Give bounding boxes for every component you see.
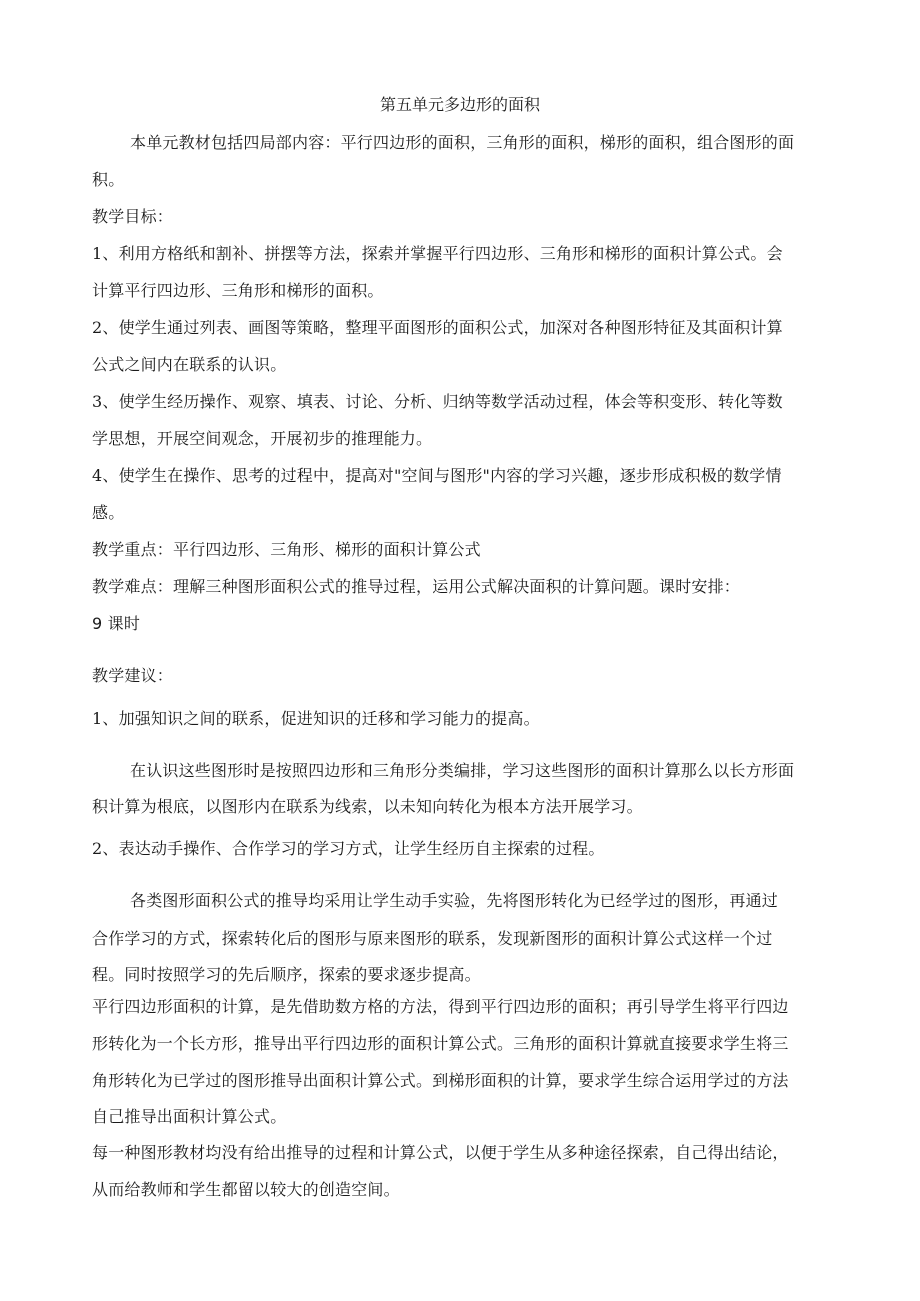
goal-1-line-2: 计算平行四边形、三角形和梯形的面积。 <box>92 281 384 300</box>
intro-line-1: 本单元教材包括四局部内容：平行四边形的面积，三角形的面积，梯形的面积，组合图形的面 <box>130 133 795 152</box>
suggestion-2-body-line-3: 程。同时按照学习的先后顺序，探索的要求逐步提高。 <box>92 965 481 984</box>
goal-4-line-2: 感。 <box>92 503 125 522</box>
goal-2-line-2: 公式之间内在联系的认识。 <box>92 355 287 374</box>
parallelogram-para-line-1: 平行四边形面积的计算，是先借助数方格的方法，得到平行四边形的面积；再引导学生将平行四边 <box>92 997 789 1016</box>
suggestion-1: 1、加强知识之间的联系，促进知识的迁移和学习能力的提高。 <box>92 709 540 728</box>
each-shape-para-line-1: 每一种图形教材均没有给出推导的过程和计算公式，以便于学生从多种途径探索，自己得出结论， <box>92 1143 789 1162</box>
suggestion-1-body-line-1: 在认识这些图形时是按照四边形和三角形分类编排，学习这些图形的面积计算那么以长方形面 <box>130 761 795 780</box>
parallelogram-para-line-4: 自己推导出面积计算公式。 <box>92 1107 287 1126</box>
suggestion-1-body-line-2: 积计算为根底，以图形内在联系为线索，以未知向转化为根本方法开展学习。 <box>92 797 643 816</box>
page-title: 第五单元多边形的面积 <box>379 95 540 114</box>
goal-3-line-2: 学思想，开展空间观念，开展初步的推理能力。 <box>92 429 433 448</box>
suggestion-2: 2、表达动手操作、合作学习的学习方式，让学生经历自主探索的过程。 <box>92 839 605 858</box>
goal-3-line-1: 3、使学生经历操作、观察、填表、讨论、分析、归纳等数学活动过程，体会等积变形、转化等数 <box>92 392 783 411</box>
goals-heading: 教学目标： <box>92 207 174 226</box>
parallelogram-para-line-2: 形转化为一个长方形，推导出平行四边形的面积计算公式。三角形的面积计算就直接要求学生将三 <box>92 1034 789 1053</box>
each-shape-para-line-2: 从而给教师和学生都留以较大的创造空间。 <box>92 1180 400 1199</box>
goal-2-line-1: 2、使学生通过列表、画图等策略，整理平面图形的面积公式，加深对各种图形特征及其面积计算 <box>92 318 783 337</box>
key-point: 教学重点：平行四边形、三角形、梯形的面积计算公式 <box>92 540 481 559</box>
intro-line-2: 积。 <box>92 170 125 189</box>
suggestion-2-body-line-1: 各类图形面积公式的推导均采用让学生动手实验，先将图形转化为已经学过的图形，再通过 <box>130 891 779 910</box>
difficulty: 教学难点：理解三种图形面积公式的推导过程，运用公式解决面积的计算问题。课时安排： <box>92 577 741 596</box>
goal-4-line-1: 4、使学生在操作、思考的过程中，提高对"空间与图形"内容的学习兴趣，逐步形成积极的数学情 <box>92 466 782 485</box>
suggest-heading: 教学建议： <box>92 666 174 685</box>
class-hours: 9 课时 <box>92 614 141 633</box>
parallelogram-para-line-3: 角形转化为已学过的图形推导出面积计算公式。到梯形面积的计算，要求学生综合运用学过的方法 <box>92 1071 789 1090</box>
goal-1-line-1: 1、利用方格纸和割补、拼摆等方法，探索并掌握平行四边形、三角形和梯形的面积计算公式。会 <box>92 244 783 263</box>
suggestion-2-body-line-2: 合作学习的方式，探索转化后的图形与原来图形的联系，发现新图形的面积计算公式这样一个过 <box>92 929 773 948</box>
